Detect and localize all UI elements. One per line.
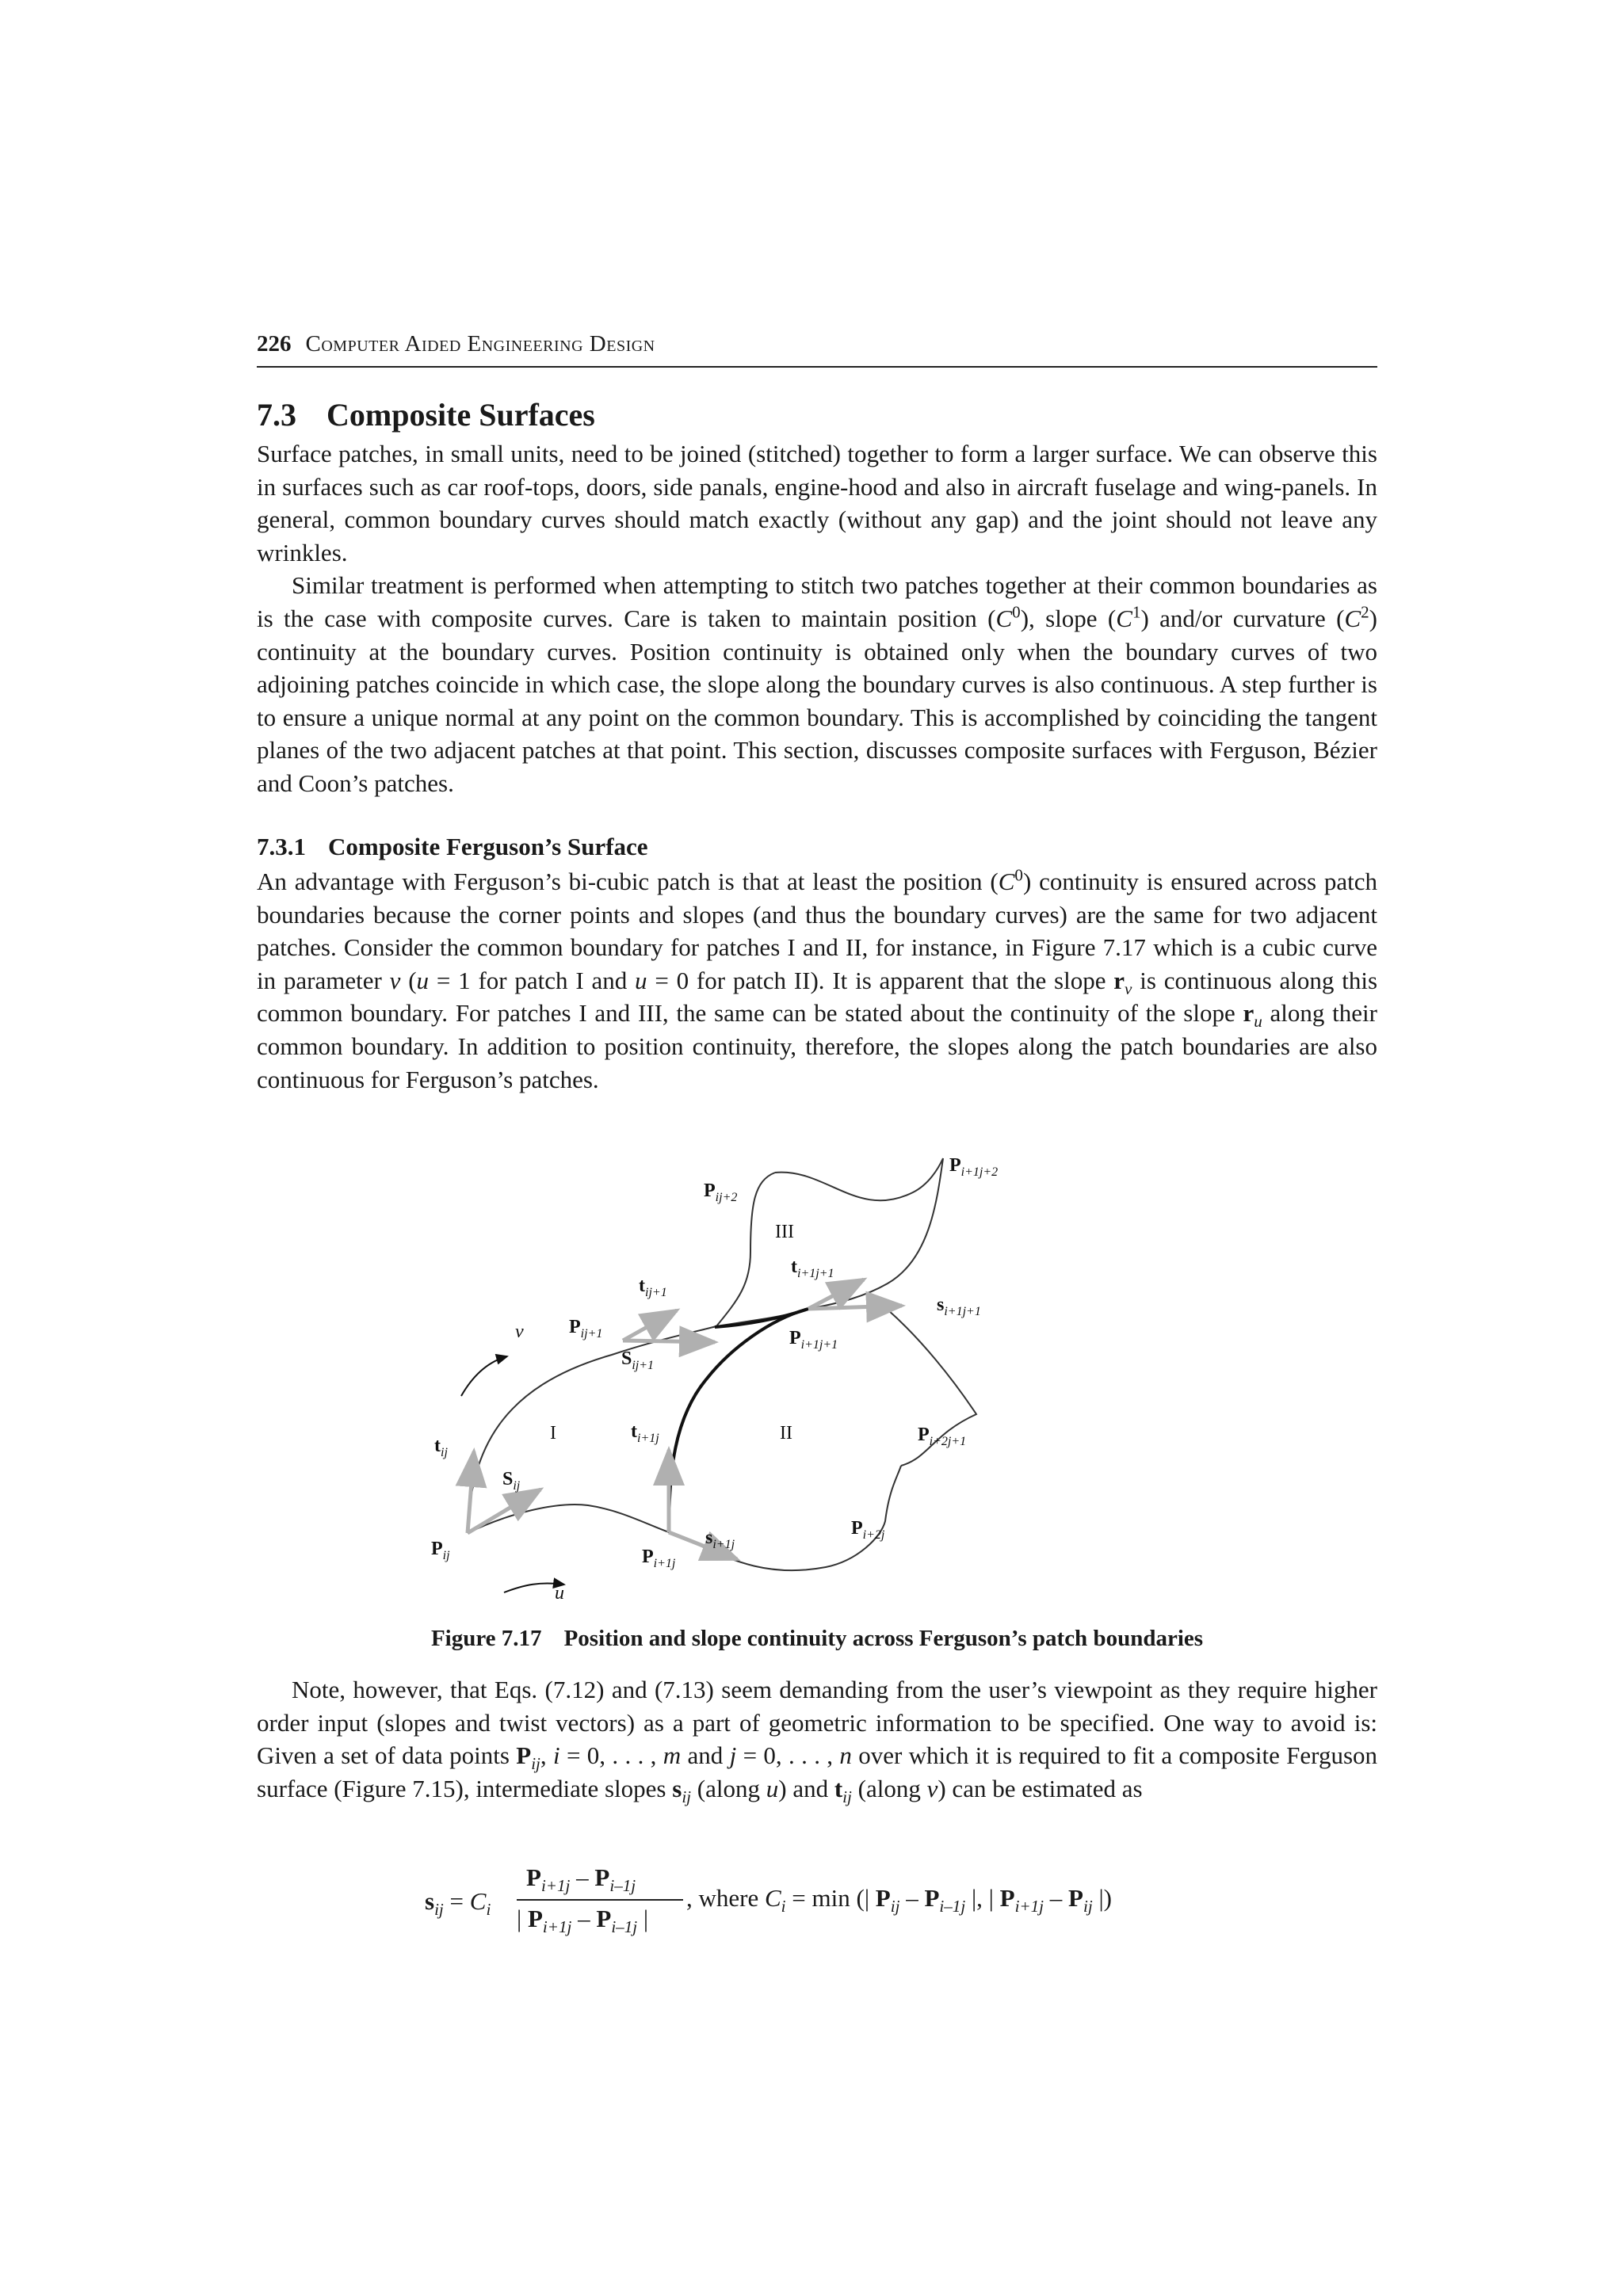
label-t-i1j: $t_{i+1j}$: [631, 1421, 659, 1445]
section-heading: [257, 396, 625, 433]
section-title: Composite Surfaces: [327, 397, 595, 433]
label-p-i1j2: $P_{i+1j+2}$: [949, 1155, 999, 1179]
patch-iii-right-curve: [808, 1158, 943, 1309]
label-region-ii: II: [780, 1423, 792, 1444]
label-s-ij1: $S_{ij+1}$: [621, 1348, 655, 1372]
section-number: 7.3: [257, 397, 296, 433]
paragraph-3: An advantage with Ferguson’s bi-cubic patch is that at least the position $(C^0)$ continuity is ensured across patch boundaries because the corner points and slopes (and thus the boundary curves) are the same for two adjacent patches. Consider the common boundary for patches I and II, for instance, in Figure 7.17 which is a cubic curve in parameter v (u = 1 for patch I and u = 0 for patch II). It is apparent that the slope $r_v$ is continuous along this common boundary. For patches I and III, the same can be stated about the continuity of the slope $r_u$ along their common boundary. In addition to position continuity, therefore, the slopes along the patch boundaries are also continuous for Ferguson’s patches.: [257, 865, 1378, 1093]
subsection-number: 7.3.1: [257, 833, 306, 860]
label-s-ij: $S_{ij}$: [502, 1469, 521, 1493]
label-p-ij2: $P_{ij+2}$: [704, 1180, 738, 1204]
paragraph-4: Note, however, that Eqs. (7.12) and (7.13) seem demanding from the user’s viewpoint as they require higher order input (slopes and twist vectors) as a part of geometric information to be specified. One way to avoid is: Given a set of data points $P_{ij}$, i = 0, . . . , m and j = 0, . . . , n over which it is required to fit a composite Ferguson surface (Figure 7.15), intermediate slopes $s_{ij}$ (along u) and $t_{ij}$ (along v) can be estimated as: [257, 1676, 1378, 1806]
label-p-i1j: $P_{i+1j}$: [642, 1547, 676, 1570]
t-ij1-arrow: [623, 1310, 677, 1341]
bottom-boundary-curve: [468, 1505, 669, 1533]
t-ij-arrow: [468, 1451, 474, 1533]
label-s-i1j1: $s_{i+1j+1}$: [937, 1295, 981, 1318]
eq-denominator: | $P_{i+1j} - P_{i-1j}$ |: [517, 1905, 649, 1937]
label-p-ij1: $P_{ij+1}$: [569, 1317, 603, 1341]
label-t-ij: $t_{ij}$: [434, 1436, 448, 1459]
label-t-ij1: $t_{ij+1}$: [639, 1276, 667, 1299]
equation-slope-estimate: [425, 1863, 1376, 1943]
t-i1j1-arrow: [808, 1280, 864, 1309]
label-region-i: I: [550, 1423, 556, 1444]
running-head: [257, 331, 1377, 368]
label-t-i1j1: $t_{i+1j+1}$: [791, 1257, 834, 1280]
eq-numerator: $P_{i+1j} - P_{i-1j}$: [526, 1863, 636, 1896]
intro-text: [257, 437, 1377, 800]
eq-fraction-bar: [517, 1899, 683, 1901]
eq-lhs: $s_{ij} = C_i$: [425, 1887, 491, 1920]
body-text-2: [257, 1673, 1377, 1805]
paragraph-1: Surface patches, in small units, need to be joined (stitched) together to form a larger surface. We can observe this in surfaces such as car roof-tops, doors, side panals, engine-hood and also in aircraft fuselage and wing-panels. In general, common boundary curves should match exactly (without any gap) and the joint should not leave any wrinkles.: [257, 440, 1377, 566]
book-title: Computer Aided Engineering Design: [305, 331, 655, 357]
v-direction-arrow: [461, 1356, 507, 1396]
page-number: 226: [257, 331, 292, 357]
bottom-boundary-curve-2: [669, 1466, 901, 1570]
subsection-title: Composite Ferguson’s Surface: [328, 833, 648, 860]
figure-caption: [257, 1626, 1377, 1652]
label-u: u: [555, 1583, 564, 1604]
label-region-iii: III: [775, 1222, 794, 1242]
paragraph-2: Similar treatment is performed when attempting to stitch two patches together at their common boundaries as is the case with composite curves. Care is taken to maintain position $(C^0)$, slope $(C^1)$ and/or curvature $(C^2)$ continuity at the boundary curves. Position continuity is obtained only when the boundary curves of two adjoining patches coincide in which case, the slope along the boundary curves is also continuous. A step further is to ensure a unique normal at any point on the common boundary. This is accomplished by coinciding the tangent planes of the two adjacent patches at that point. This section, discusses composite surfaces with Ferguson, Bézier and Coon’s patches.: [257, 571, 1377, 797]
s-ij1-arrow: [623, 1341, 715, 1342]
label-s-i1j: $s_{i+1j}$: [705, 1527, 735, 1551]
patch-iii-top-curve: [775, 1158, 943, 1200]
top-boundary-curve: [716, 1309, 808, 1326]
figure-caption-text: Position and slope continuity across Ferguson’s patch boundaries: [563, 1626, 1204, 1651]
label-p-i2j1: $P_{i+2j+1}$: [918, 1425, 967, 1448]
figure-caption-label: Figure 7.17: [430, 1626, 542, 1651]
label-p-i1j1: $P_{i+1j+1}$: [789, 1328, 838, 1352]
label-p-i2j: $P_{i+2j}$: [851, 1518, 885, 1542]
label-v: v: [515, 1322, 524, 1342]
figure-ferguson-patches: [431, 1141, 1190, 1604]
label-p-ij: $P_{ij}$: [431, 1539, 450, 1562]
body-text-1: [257, 865, 1377, 1096]
subsection-heading: [257, 833, 670, 861]
eq-rhs: , where $C_i = \min$ (| $P_{ij} - P_{i-1j}$ |, | $P_{i+1j} - P_{ij}$ |): [686, 1884, 1112, 1917]
